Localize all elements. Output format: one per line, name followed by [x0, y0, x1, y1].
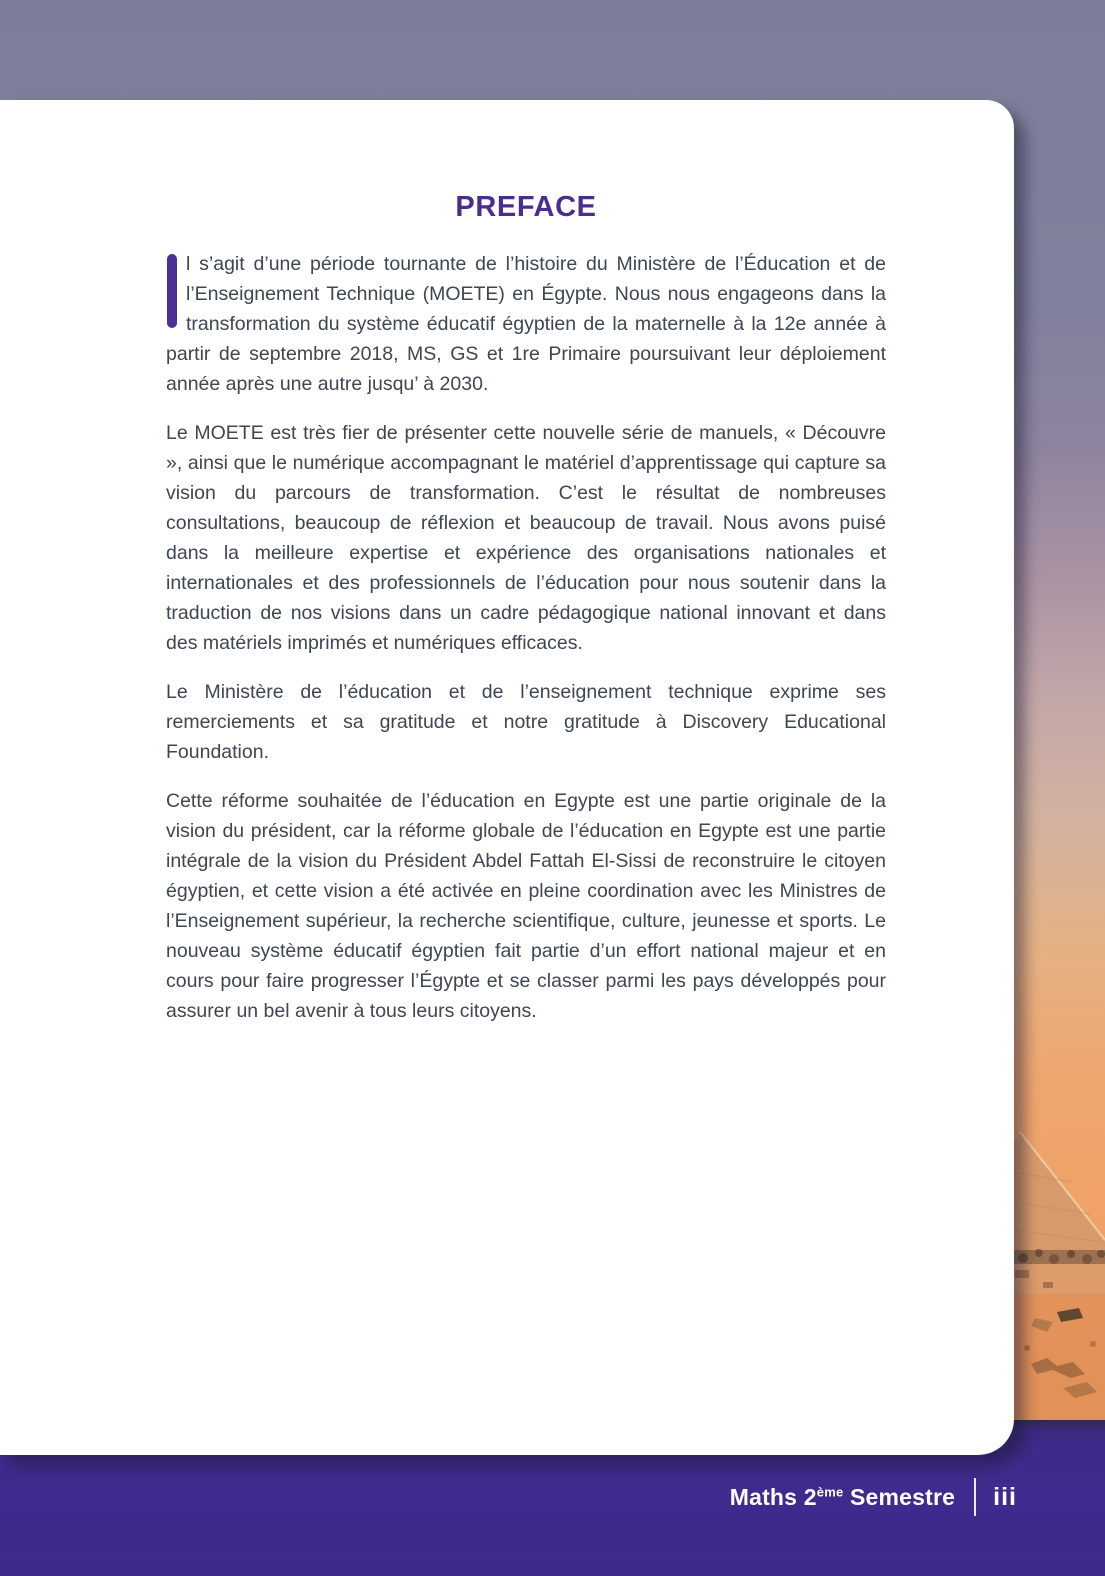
- preface-content: [166, 192, 886, 1026]
- dropcap-bar: [167, 254, 177, 328]
- footer-row: [730, 1478, 1017, 1516]
- footer-book-title-main: Maths 2: [729, 1483, 817, 1510]
- footer-book-title-superscript: ème: [816, 1483, 844, 1499]
- footer-book-title: [730, 1484, 955, 1511]
- footer-divider: [974, 1478, 976, 1516]
- content-card: [0, 100, 1014, 1455]
- preface-paragraph-3: Le Ministère de l’éducation et de l’enseignement technique exprime ses remerciements et sa gratitude et notre gratitude à Discovery Educational Foundation.: [166, 681, 886, 763]
- preface-paragraph-4: Cette réforme souhaitée de l’éducation en Egypte est une partie originale de la vision du président, car la réforme globale de l’éducation en Egypte est une partie intégrale de la vision du Président Abdel Fattah El-Sissi de reconstruire le citoyen égyptien, et cette vision a été activée en pleine coordination avec les Ministres de l’Enseignement supérieur, la recherche scientifique, culture, jeunesse et sports. Le nouveau système éducatif égyptien fait partie d’un effort national majeur et en cours pour faire progresser l’Égypte et se classer parmi les pays développés pour assurer un bel avenir à tous leurs citoyens.: [166, 790, 886, 1022]
- footer-page-number: iii: [993, 1482, 1017, 1511]
- preface-paragraph-1-text: l s’agit d’une période tournante de l’histoire du Ministère de l’Éducation et de l’Enseignement Technique (MOETE) en Égypte. Nous nous engageons dans la transformation du système éducatif égyptien de la maternelle à la 12e année à partir de septembre 2018, MS, GS et 1re Primaire poursuivant leur déploiement année après une autre jusqu’ à 2030.: [166, 253, 886, 395]
- footer-book-title-rest: Semestre: [843, 1483, 956, 1510]
- preface-paragraph-2: Le MOETE est très fier de présenter cette nouvelle série de manuels, « Découvre », ainsi que le numérique accompagnant le matériel d’apprentissage qui capture sa vision du parcours de transformation. C’est le résultat de nombreuses consultations, beaucoup de réflexion et beaucoup de travail. Nous avons puisé dans la meilleure expertise et expérience des organisations nationales et internationales et des professionnels de l’éducation pour nous soutenir dans la traduction de nos visions dans un cadre pédagogique national innovant et dans des matériels imprimés et numériques efficaces.: [166, 422, 886, 654]
- preface-paragraph-1: [166, 249, 886, 399]
- page-title: PREFACE: [455, 191, 597, 223]
- pyramids-photo-strip: [1013, 1112, 1105, 1424]
